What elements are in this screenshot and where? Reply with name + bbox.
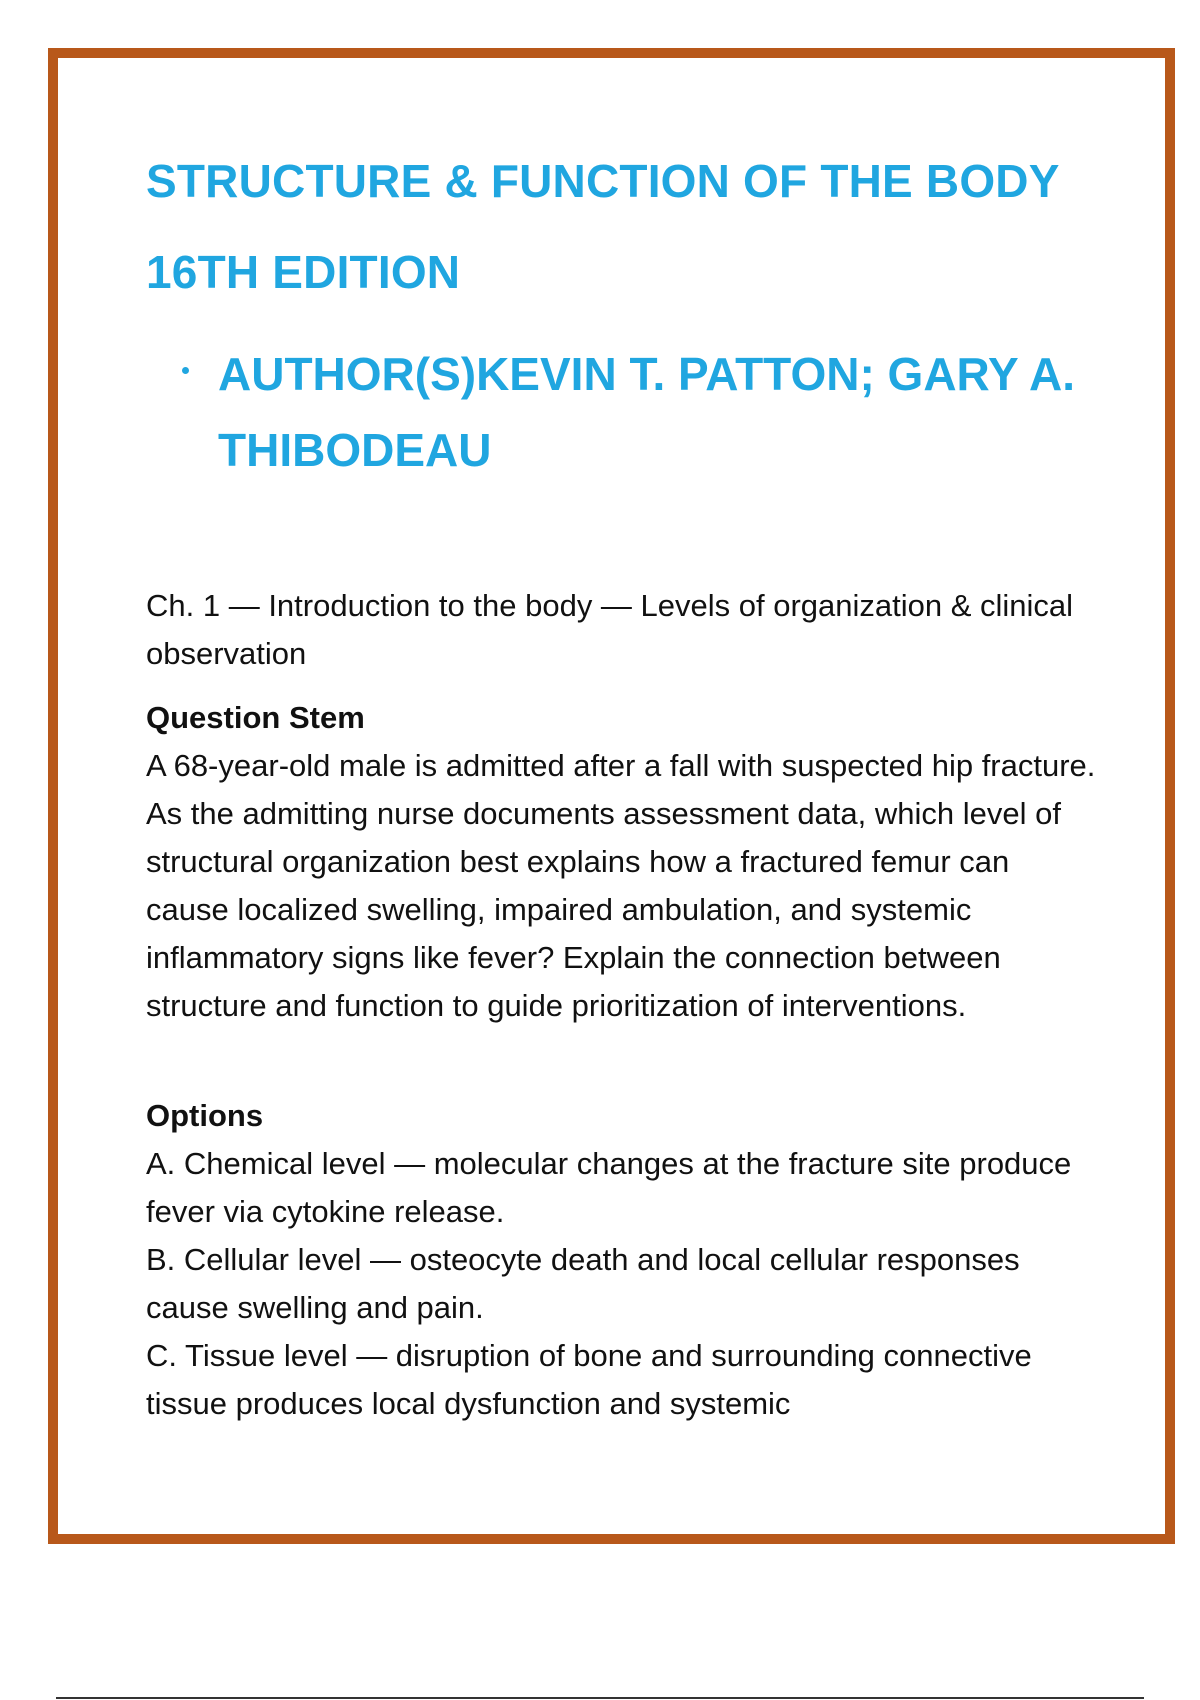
- question-stem-heading: Question Stem: [146, 700, 365, 735]
- option-b: B. Cellular level — osteocyte death and local cellular responses cause swelling and pain.: [146, 1242, 1020, 1325]
- book-title: STRUCTURE & FUNCTION OF THE BODY: [146, 155, 1060, 207]
- option-c: C. Tissue level — disruption of bone and surrounding connective tissue produces local dysfunction and systemic: [146, 1338, 1032, 1421]
- author-line: AUTHOR(S)KEVIN T. PATTON; GARY A. THIBODEAU: [218, 348, 1075, 476]
- options-heading: Options: [146, 1098, 264, 1133]
- option-a: A. Chemical level — molecular changes at the fracture site produce fever via cytokine release.: [146, 1146, 1072, 1229]
- chapter-heading: Ch. 1 — Introduction to the body — Levels of organization & clinical observation: [146, 588, 1074, 671]
- edition-label: 16TH EDITION: [146, 246, 461, 298]
- question-stem-text: A 68-year-old male is admitted after a fall with suspected hip fracture. As the admitting nurse documents assessment data, which level of structural organization best explains how a fractured femur can cause localized swelling, impaired ambulation, and systemic inflammatory signs like fever? Explain the connection between structure and function to guide prioritization of interventions.: [146, 748, 1096, 1023]
- footer-divider: [56, 1697, 1144, 1699]
- options-list: [146, 1140, 1096, 1428]
- bullet-icon: [182, 367, 189, 374]
